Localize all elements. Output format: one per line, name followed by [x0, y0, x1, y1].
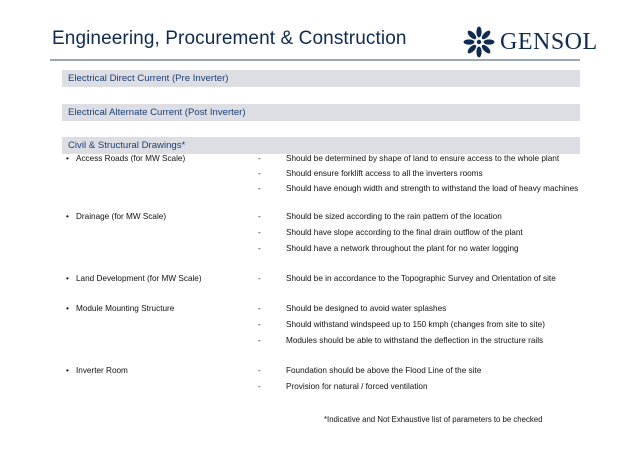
item-detail: Should have a network throughout the plant for no water logging: [286, 244, 519, 253]
dash: -: [258, 304, 261, 313]
item-detail: Should have enough width and strength to withstand the load of heavy machines: [286, 184, 579, 193]
dash: -: [258, 320, 261, 329]
gensol-logo: [462, 25, 612, 61]
list-item-drainage: • Drainage (for MW Scale): [66, 212, 167, 221]
title-divider: [50, 59, 580, 61]
dash: -: [258, 274, 261, 283]
item-detail: Should be in accordance to the Topographic Survey and Orientation of site: [286, 274, 556, 283]
item-detail: Should be designed to avoid water splashes: [286, 304, 447, 313]
list-item-land-development: • Land Development (for MW Scale): [66, 274, 202, 283]
item-detail: Modules should be able to withstand the deflection in the structure rails: [286, 336, 544, 345]
item-detail: Should withstand windspeed up to 150 kmph (changes from site to site): [286, 320, 545, 329]
item-detail: Should be determined by shape of land to ensure access to the whole plant: [286, 154, 560, 163]
dash: -: [258, 154, 261, 163]
item-label: Inverter Room: [76, 366, 128, 375]
dash: -: [258, 228, 261, 237]
footnote: *Indicative and Not Exhaustive list of parameters to be checked: [324, 415, 543, 424]
item-detail: Should ensure forklift access to all the inverters rooms: [286, 169, 483, 178]
dash: -: [258, 184, 261, 193]
item-label: Module Mounting Structure: [76, 304, 175, 313]
list-item-inverter-room: • Inverter Room: [66, 366, 128, 375]
item-detail: Should have slope according to the final drain outflow of the plant: [286, 228, 523, 237]
section-ac: Electrical Alternate Current (Post Inverter): [62, 104, 580, 121]
dash: -: [258, 244, 261, 253]
page-title: Engineering, Procurement & Construction: [52, 28, 407, 49]
item-label: Land Development (for MW Scale): [76, 274, 202, 283]
section-dc: Electrical Direct Current (Pre Inverter): [62, 70, 580, 87]
dash: -: [258, 382, 261, 391]
brand-name: GENSOL: [500, 29, 598, 55]
item-detail: Should be sized according to the rain pattern of the location: [286, 212, 502, 221]
item-detail: Provision for natural / forced ventilation: [286, 382, 428, 391]
dash: -: [258, 212, 261, 221]
section-civil: Civil & Structural Drawings*: [62, 137, 580, 154]
dash: -: [258, 169, 261, 178]
item-detail: Foundation should be above the Flood Line of the site: [286, 366, 482, 375]
item-label: Drainage (for MW Scale): [76, 212, 167, 221]
dash: -: [258, 366, 261, 375]
dash: -: [258, 336, 261, 345]
snowflake-icon: [462, 25, 496, 59]
item-label: Access Roads (for MW Scale): [76, 154, 186, 163]
list-item-access-roads: • Access Roads (for MW Scale): [66, 154, 186, 163]
list-item-module-mounting: • Module Mounting Structure: [66, 304, 175, 313]
